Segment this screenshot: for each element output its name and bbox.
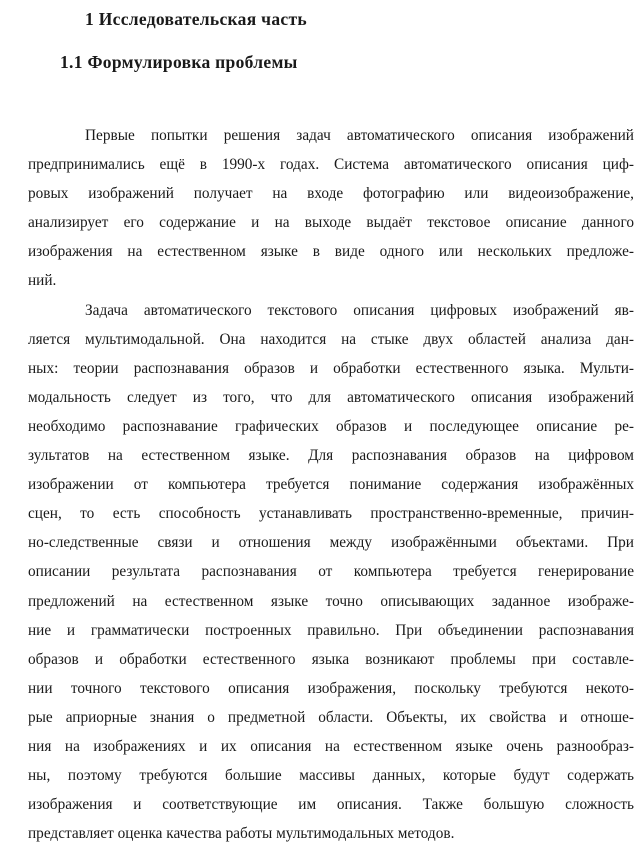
text-line: Задача автоматического текстового описания цифровых изображений яв- [85, 301, 634, 319]
document-body [28, 121, 634, 847]
text-line: ний. [28, 272, 57, 290]
text-line: сцен, то есть способность устанавливать пространственно-временные, причин- [28, 505, 634, 523]
subsection-heading: 1.1 Формулировка проблемы [60, 52, 298, 72]
text-line: нии точного текстового описания изображения, поскольку требуются некото- [28, 679, 634, 697]
text-line: представляет оценка качества работы мультимодальных методов. [28, 825, 455, 843]
text-line: изображении от компьютера требуется понимание содержания изображённых [28, 476, 634, 494]
text-line: ние и грамматически построенных правильно. При объединении распознавания [28, 621, 634, 639]
text-line: образов и обработки естественного языка возникают проблемы при составле- [28, 650, 634, 668]
text-line: ных: теории распознавания образов и обработки естественного языка. Мульти- [28, 359, 634, 377]
paragraph-task-description [28, 296, 634, 847]
text-line: изображения на естественном языке в виде одного или нескольких предложе- [28, 243, 634, 261]
text-line: предложений на естественном языке точно описывающих заданное изображе- [28, 592, 634, 610]
text-line: но-следственные связи и отношения между изображёнными объектами. При [28, 534, 634, 552]
text-line: ровых изображений получает на входе фотографию или видеоизображение, [28, 185, 634, 203]
text-line: Первые попытки решения задач автоматического описания изображений [85, 127, 634, 144]
text-line: ляется мультимодальной. Она находится на стыке двух областей анализа дан- [28, 330, 634, 348]
text-line: зультатов на естественном языке. Для распознавания образов на цифровом [28, 447, 634, 465]
text-line: рые априорные знания о предметной области. Объекты, их свойства и отноше- [28, 708, 634, 726]
text-line: ния на изображениях и их описания на естественном языке очень разнообраз- [28, 737, 634, 755]
text-line: предпринимались ещё в 1990-х годах. Система автоматического описания циф- [28, 156, 634, 174]
text-line: модальность следует из того, что для автоматического описания изображений [28, 388, 634, 406]
text-line: ны, поэтому требуются большие массивы данных, которые будут содержать [28, 767, 634, 785]
text-line: анализирует его содержание и на выходе выдаёт текстовое описание данного [28, 214, 634, 232]
text-line: изображения и соответствующие им описания. Также большую сложность [28, 796, 634, 814]
section-heading: 1 Исследовательская часть [85, 9, 307, 29]
text-line: описании результата распознавания от компьютера требуется генерирование [28, 563, 634, 581]
text-line: необходимо распознавание графических образов и последующее описание ре- [28, 417, 634, 435]
paragraph-intro [28, 121, 634, 296]
